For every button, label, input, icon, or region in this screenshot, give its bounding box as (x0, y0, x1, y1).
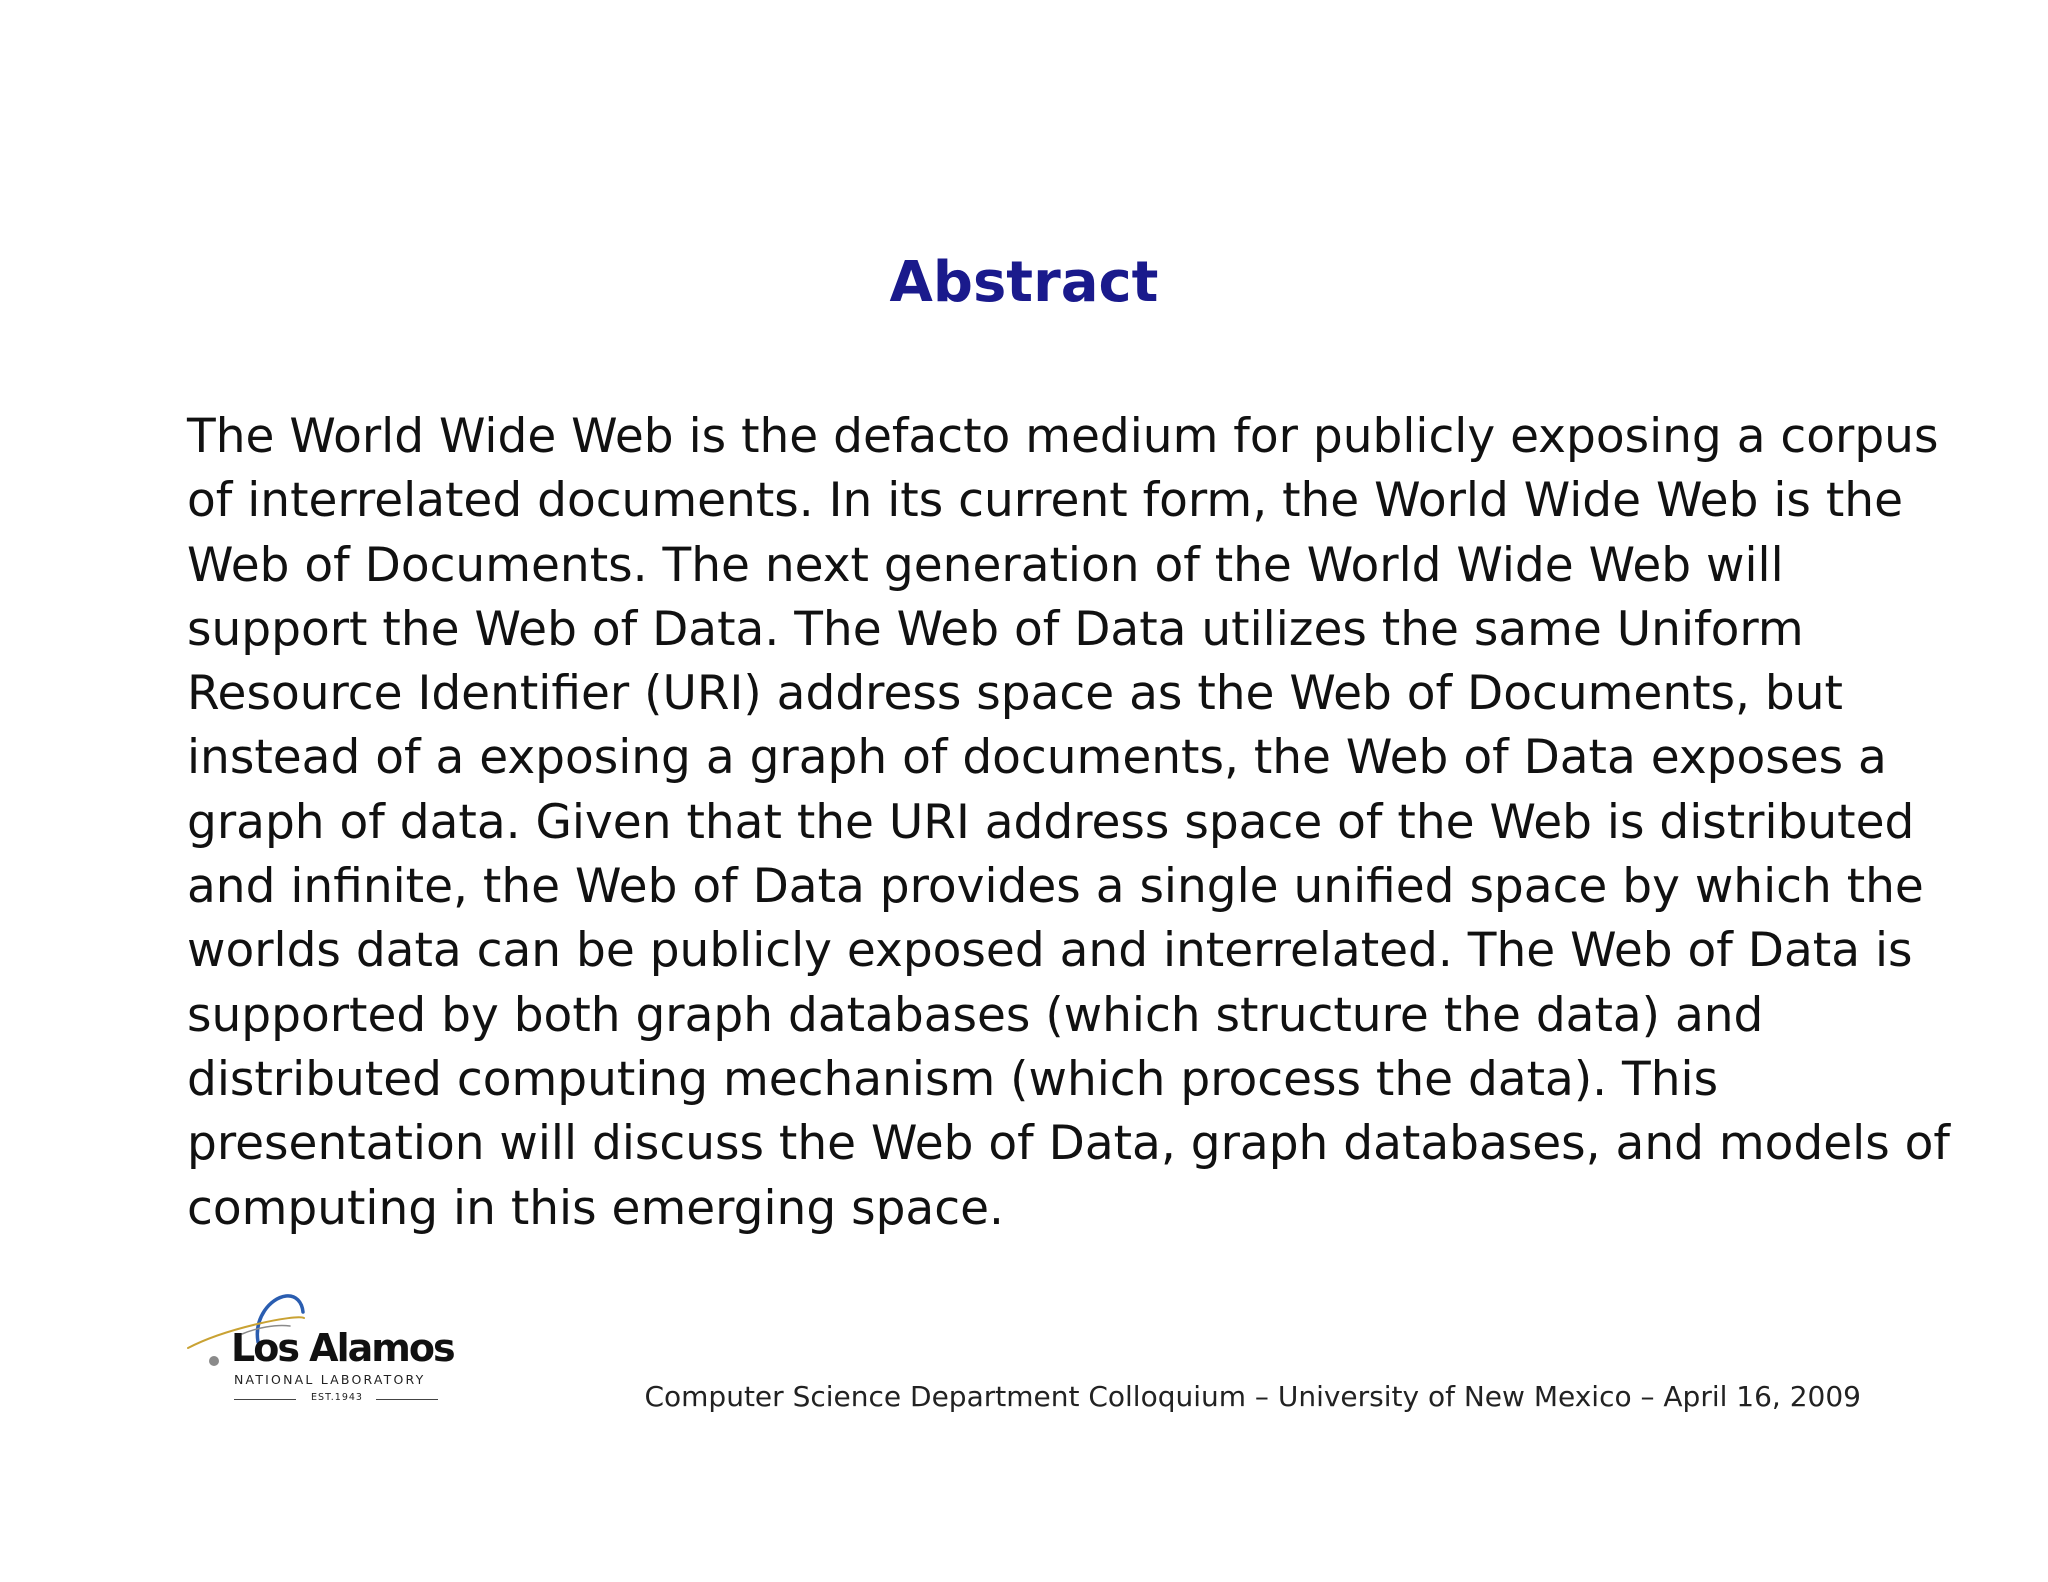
abstract-body (187, 405, 1950, 1241)
abstract-line: computing in this emerging space. (187, 1180, 1004, 1236)
abstract-line: Web of Documents. The next generation of the World Wide Web will (187, 537, 1784, 593)
logo-rule-right (376, 1399, 438, 1400)
abstract-line: of interrelated documents. In its current form, the World Wide Web is the (187, 473, 1903, 529)
abstract-line: graph of data. Given that the URI address space of the Web is distributed (187, 794, 1915, 850)
los-alamos-logo (186, 1288, 454, 1412)
abstract-line: support the Web of Data. The Web of Data utilizes the same Uniform (187, 601, 1804, 657)
slide-footer: Computer Science Department Colloquium – University of New Mexico – April 16, 2009 (644, 1380, 1861, 1413)
abstract-line: distributed computing mechanism (which process the data). This (187, 1051, 1719, 1107)
logo-dot (209, 1356, 219, 1366)
abstract-line: instead of a exposing a graph of documents, the Web of Data exposes a (187, 730, 1887, 786)
abstract-line: worlds data can be publicly exposed and interrelated. The Web of Data is (187, 923, 1913, 979)
abstract-line: supported by both graph databases (which structure the data) and (187, 987, 1764, 1043)
logo-established: EST.1943 (311, 1392, 363, 1403)
abstract-line: presentation will discuss the Web of Data, graph databases, and models of (187, 1116, 1950, 1172)
abstract-line: and infinite, the Web of Data provides a single unified space by which the (187, 859, 1924, 915)
abstract-line: Resource Identifier (URI) address space as the Web of Documents, but (187, 666, 1843, 722)
abstract-line: The World Wide Web is the defacto medium for publicly exposing a corpus (187, 409, 1939, 464)
logo-subtitle: NATIONAL LABORATORY (234, 1372, 426, 1387)
slide-title: Abstract (889, 250, 1159, 315)
logo-name: Los Alamos (231, 1326, 454, 1370)
